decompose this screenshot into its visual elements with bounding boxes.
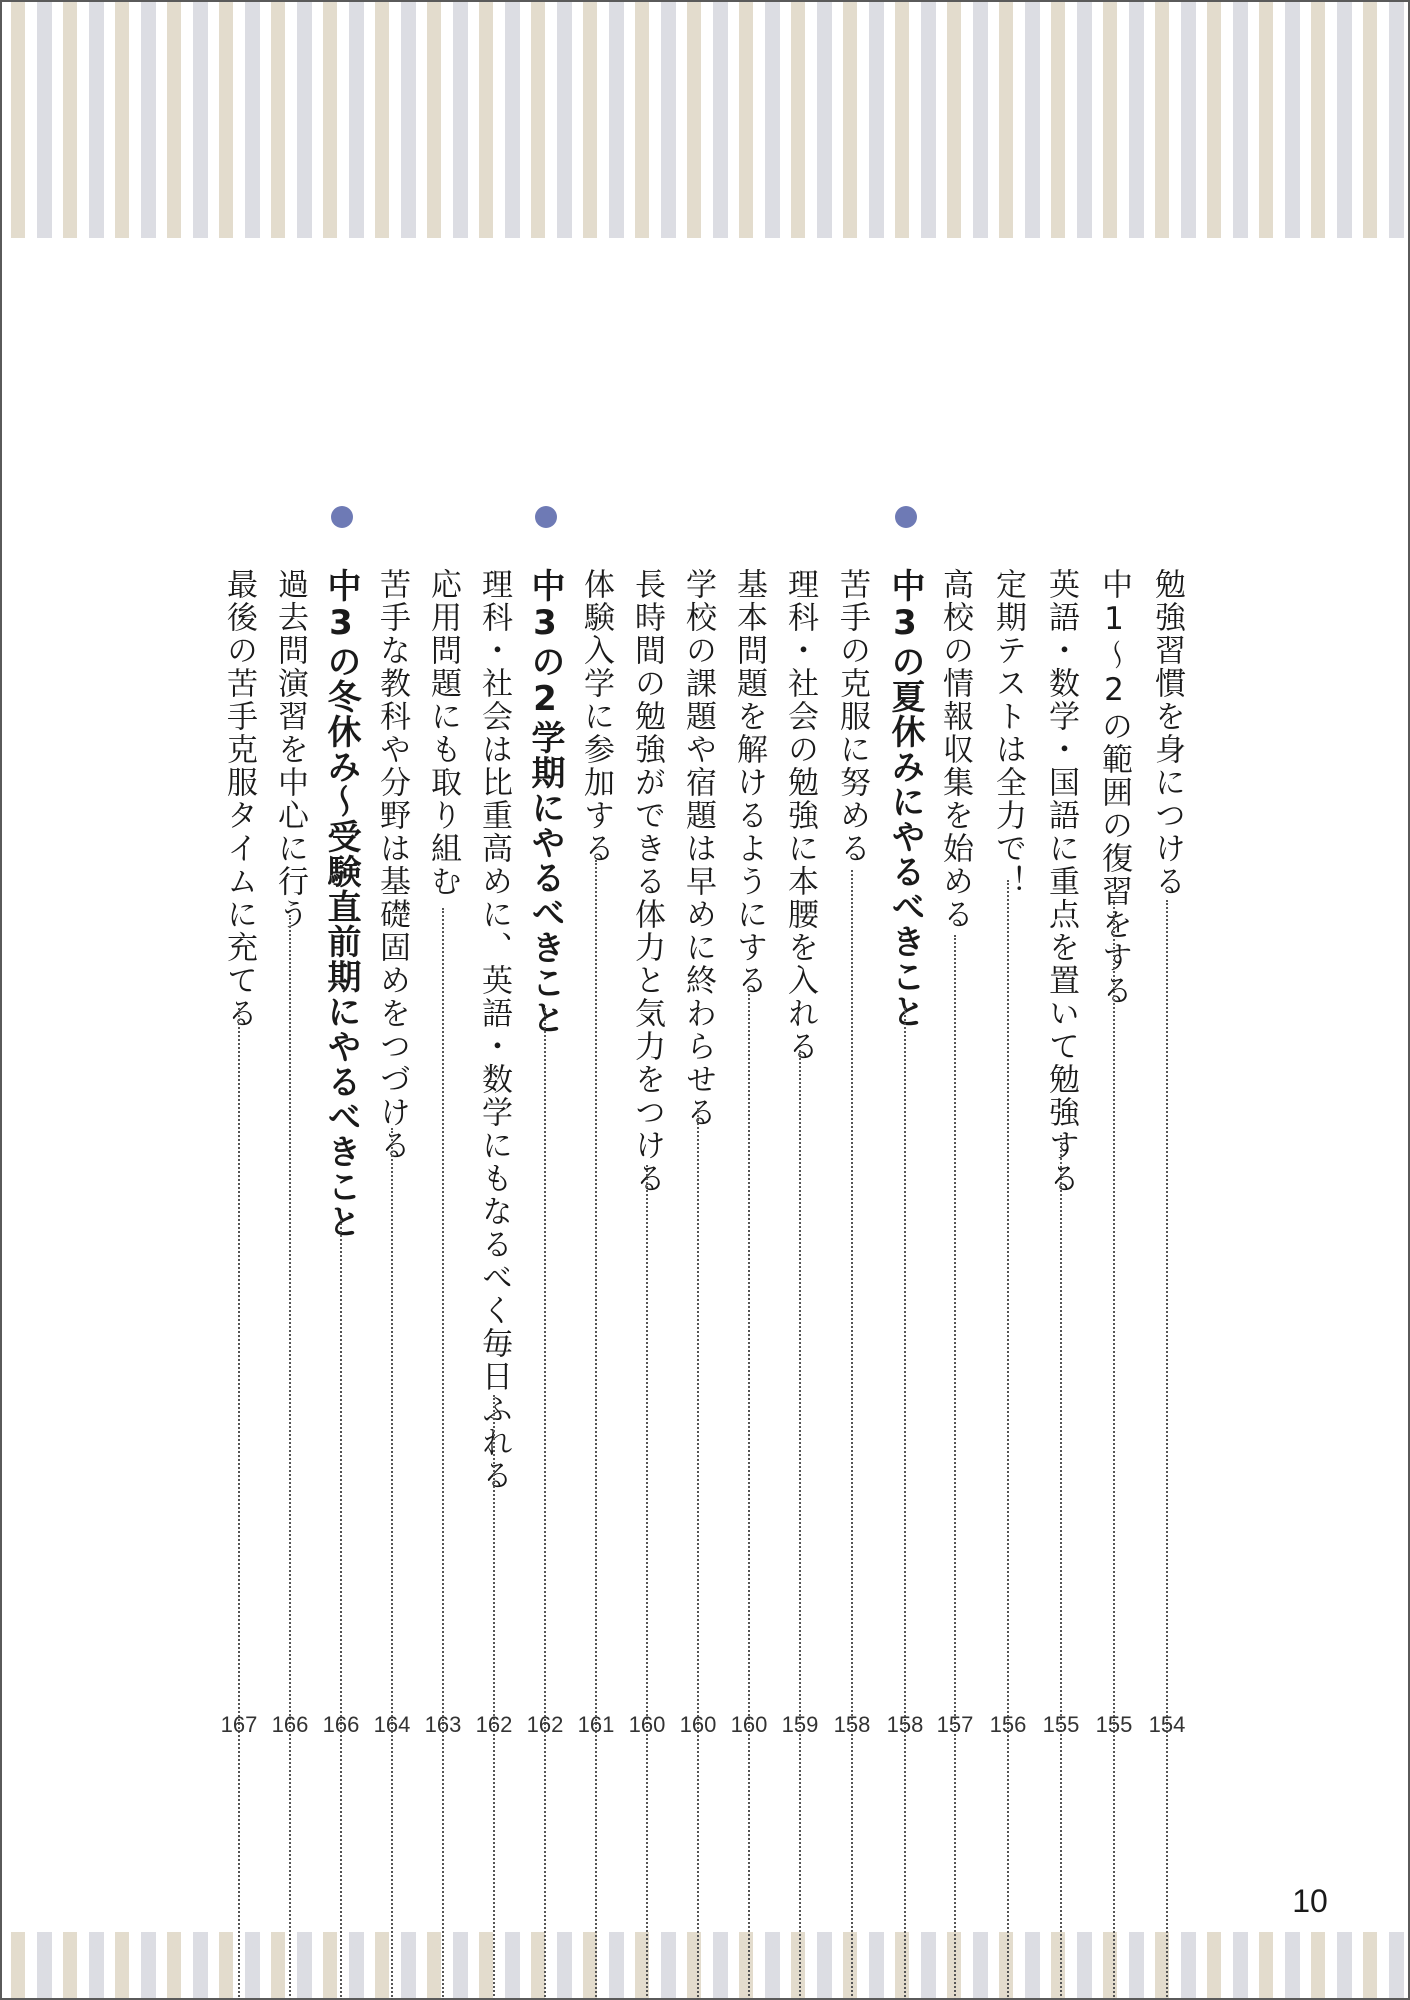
bullet-circle-icon xyxy=(535,506,557,528)
toc-entry-page: 160 xyxy=(628,1712,666,1737)
toc-section-heading[interactable] xyxy=(522,0,568,2000)
toc-entry-title: 理科・社会は比重高めに、英語・数学にもなるべく毎日ふれる xyxy=(476,568,512,1492)
toc-entry-title: 長時間の勉強ができる体力と気力をつける xyxy=(629,568,665,1195)
toc-section-heading[interactable] xyxy=(318,0,364,2000)
toc-entry-page: 154 xyxy=(1148,1712,1186,1737)
toc-entry-title: 体験入学に参加する xyxy=(578,568,614,865)
toc-heading-title: 中3の2学期にやるべきこと xyxy=(525,568,565,1035)
toc-entry-page: 155 xyxy=(1042,1712,1080,1737)
dot-leader xyxy=(1007,880,1009,2000)
toc-entry[interactable] xyxy=(216,0,262,2000)
toc-entry-page: 166 xyxy=(322,1712,360,1737)
dot-leader xyxy=(391,1128,393,2000)
bullet-circle-icon xyxy=(331,506,353,528)
toc-entry[interactable] xyxy=(829,0,875,2000)
toc-entry[interactable] xyxy=(369,0,415,2000)
toc-entry-title: 高校の情報収集を始める xyxy=(937,568,973,931)
toc-heading-title: 中3の冬休み〜受験直前期にやるべきこと xyxy=(321,568,361,1239)
toc-entry-page: 160 xyxy=(730,1712,768,1737)
toc-entry-page: 159 xyxy=(781,1712,819,1737)
dot-leader xyxy=(595,860,597,2000)
toc-entry[interactable] xyxy=(624,0,670,2000)
toc-entry-page: 158 xyxy=(833,1712,871,1737)
toc-entry-page: 155 xyxy=(1095,1712,1133,1737)
toc-entry-title: 基本問題を解けるようにする xyxy=(731,568,767,997)
toc-entry-page: 162 xyxy=(526,1712,564,1737)
toc-entry-title: 勉強習慣を身につける xyxy=(1149,568,1185,898)
toc-entry[interactable] xyxy=(573,0,619,2000)
dot-leader xyxy=(493,1395,495,2000)
toc-entry-page: 158 xyxy=(886,1712,924,1737)
dot-leader xyxy=(904,1008,906,2000)
dot-leader xyxy=(340,1220,342,2000)
toc-entry-page: 157 xyxy=(936,1712,974,1737)
dot-leader xyxy=(544,1008,546,2000)
toc-entry-page: 167 xyxy=(220,1712,258,1737)
dot-leader xyxy=(954,935,956,2000)
toc-entry[interactable] xyxy=(932,0,978,2000)
toc-entry-title: 学校の課題や宿題は早めに終わらせる xyxy=(680,568,716,1129)
toc-entry[interactable] xyxy=(726,0,772,2000)
toc-entry[interactable] xyxy=(985,0,1031,2000)
toc-entry-page: 166 xyxy=(271,1712,309,1737)
toc-entry-title: 中1〜2の範囲の復習をする xyxy=(1096,568,1132,1007)
toc-entry-title: 応用問題にも取り組む xyxy=(425,568,461,898)
dot-leader xyxy=(238,1008,240,2000)
toc-entry-title: 過去問演習を中心に行う xyxy=(272,568,308,931)
toc-entry-title: 苦手の克服に努める xyxy=(834,568,870,865)
toc-entry[interactable] xyxy=(1091,0,1137,2000)
toc-section-heading[interactable] xyxy=(882,0,928,2000)
dot-leader xyxy=(851,870,853,2000)
toc-entry[interactable] xyxy=(420,0,466,2000)
dot-leader xyxy=(1113,900,1115,2000)
toc-entry[interactable] xyxy=(1038,0,1084,2000)
toc-entry-title: 苦手な教科や分野は基礎固めをつづける xyxy=(374,568,410,1162)
toc-entry-title: 理科・社会の勉強に本腰を入れる xyxy=(782,568,818,1063)
toc-entry-page: 160 xyxy=(679,1712,717,1737)
dot-leader xyxy=(799,1050,801,2000)
toc-entry-page: 161 xyxy=(577,1712,615,1737)
toc-entry[interactable] xyxy=(1144,0,1190,2000)
toc-entry-page: 162 xyxy=(475,1712,513,1737)
toc-entry-title: 英語・数学・国語に重点を置いて勉強する xyxy=(1043,568,1079,1195)
toc-entry-page: 163 xyxy=(424,1712,462,1737)
dot-leader xyxy=(1166,900,1168,2000)
toc-entry-page: 156 xyxy=(989,1712,1027,1737)
dot-leader xyxy=(748,990,750,2000)
dot-leader xyxy=(646,1165,648,2000)
toc-entry[interactable] xyxy=(777,0,823,2000)
toc-entry-page: 164 xyxy=(373,1712,411,1737)
dot-leader xyxy=(697,1108,699,2000)
dot-leader xyxy=(442,908,444,2000)
dot-leader xyxy=(289,915,291,2000)
toc-entry[interactable] xyxy=(267,0,313,2000)
toc-entry[interactable] xyxy=(675,0,721,2000)
toc-heading-title: 中3の夏休みにやるべきこと xyxy=(885,568,925,1029)
toc-entry[interactable] xyxy=(471,0,517,2000)
bullet-circle-icon xyxy=(895,506,917,528)
dot-leader xyxy=(1060,1135,1062,2000)
toc-entry-title: 定期テストは全力で！ xyxy=(990,568,1026,898)
page-number: 10 xyxy=(1292,1883,1328,1919)
toc-entry-title: 最後の苦手克服タイムに充てる xyxy=(221,568,257,1030)
